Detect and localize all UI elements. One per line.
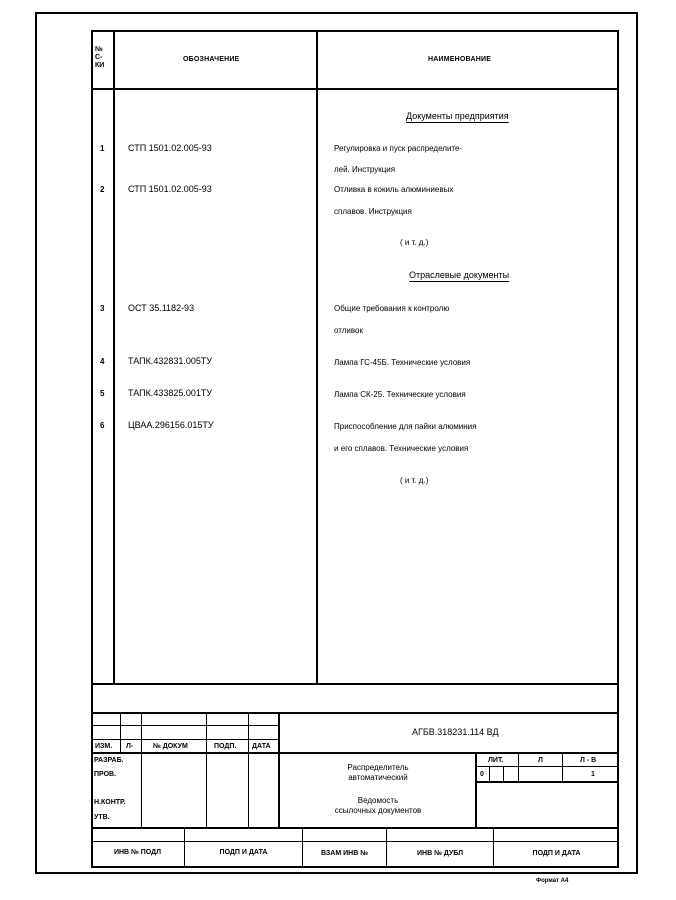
- sheets-label: Л - В: [580, 757, 597, 764]
- row-name-line: Лампа СК-25. Технические условия: [334, 390, 466, 399]
- footer-vline: [184, 828, 185, 868]
- footer-vline: [386, 828, 387, 868]
- header-num: № С- КИ: [95, 46, 105, 69]
- row-name-line: и его сплавов. Технические условия: [334, 444, 469, 453]
- row-designation: ЦВАА.296156.015ТУ: [128, 420, 214, 430]
- footer-replace-inv: ВЗАМ ИНВ №: [320, 850, 369, 857]
- stamp-vline: [120, 712, 121, 753]
- rev-date: ДАТА: [252, 743, 271, 750]
- row-name-line: лей. Инструкция: [334, 165, 396, 174]
- col-divider-designation: [316, 30, 318, 684]
- row-num: 6: [100, 421, 105, 430]
- footer-vline: [493, 828, 494, 868]
- footer-inv-dupl: ИНВ № ДУБЛ: [416, 850, 464, 857]
- row-designation: СТП 1501.02.005-93: [128, 184, 212, 194]
- rev-sign: ПОДП.: [214, 743, 237, 750]
- row-name-line: Регулировка и пуск распределите-: [334, 144, 463, 153]
- role-developed: РАЗРАБ.: [94, 757, 124, 764]
- section-title: Отраслевые документы: [409, 270, 510, 280]
- stamp-vline: [475, 753, 477, 828]
- stamp-vline: [141, 712, 142, 828]
- stamp-vline: [278, 712, 280, 828]
- row-name-line: сплавов. Инструкция: [334, 207, 412, 216]
- format-label: Формат А4: [536, 878, 569, 884]
- sheets-value: 1: [591, 771, 595, 778]
- table-bottom: [91, 683, 619, 685]
- lit-value: 0: [480, 771, 484, 778]
- etc-note: ( и т. д.): [400, 238, 429, 247]
- stamp-vline: [518, 753, 519, 782]
- footer-mid: [91, 841, 619, 842]
- footer-sign-date-2: ПОДП И ДАТА: [532, 850, 581, 857]
- lit-label: ЛИТ.: [488, 757, 504, 764]
- title-block-top: [91, 712, 619, 714]
- row-designation: СТП 1501.02.005-93: [128, 143, 212, 153]
- header-divider: [91, 88, 619, 90]
- footer-top: [91, 827, 619, 829]
- footer-inv-orig: ИНВ № ПОДЛ: [113, 849, 162, 856]
- header-name: НАИМЕНОВАНИЕ: [428, 56, 492, 63]
- row-name-line: Приспособление для пайки алюминия: [334, 422, 477, 431]
- sheet-label: Л: [538, 757, 543, 764]
- document-name: Ведомость ссылочных документов: [334, 796, 422, 815]
- row-num: 2: [100, 185, 105, 194]
- role-checked: ПРОВ.: [94, 771, 117, 778]
- stamp-vline: [248, 712, 249, 828]
- rev-izm: ИЗМ.: [95, 743, 113, 750]
- stamp-vline: [489, 766, 490, 782]
- etc-note: ( и т. д.): [400, 476, 429, 485]
- rev-list: Л-: [126, 743, 134, 750]
- stamp-vline: [562, 753, 563, 782]
- rev-doc: № ДОКУМ: [153, 743, 188, 750]
- footer-vline: [302, 828, 303, 868]
- stamp-hline: [476, 766, 619, 767]
- stamp-hline: [91, 752, 619, 754]
- row-designation: ОСТ 35.1182-93: [128, 303, 195, 313]
- row-num: 3: [100, 304, 105, 313]
- row-num: 5: [100, 389, 105, 398]
- stamp-hline: [476, 781, 619, 783]
- role-approved: УТВ.: [94, 814, 110, 821]
- row-name-line: Лампа ГС-45Б. Технические условия: [334, 358, 471, 367]
- role-norm-control: Н.КОНТР.: [94, 799, 126, 806]
- section-title: Документы предприятия: [406, 111, 509, 121]
- footer-sign-date: ПОДП И ДАТА: [219, 849, 268, 856]
- row-designation: ТАПК.433825.001ТУ: [128, 388, 213, 398]
- stamp-vline: [206, 712, 207, 828]
- doc-code: АГБВ.318231.114 ВД: [412, 727, 499, 737]
- header-designation: ОБОЗНАЧЕНИЕ: [183, 56, 240, 63]
- row-num: 1: [100, 144, 105, 153]
- row-name-line: Общие требования к контролю: [334, 304, 450, 313]
- row-name-line: отливок: [334, 326, 364, 335]
- row-num: 4: [100, 357, 105, 366]
- row-designation: ТАПК.432831.005ТУ: [128, 356, 213, 366]
- col-divider-num: [113, 30, 115, 684]
- stamp-vline: [503, 766, 504, 782]
- product-name: Распределитель автоматический: [347, 763, 409, 782]
- row-name-line: Отливка в кокиль алюминиевых: [334, 185, 454, 194]
